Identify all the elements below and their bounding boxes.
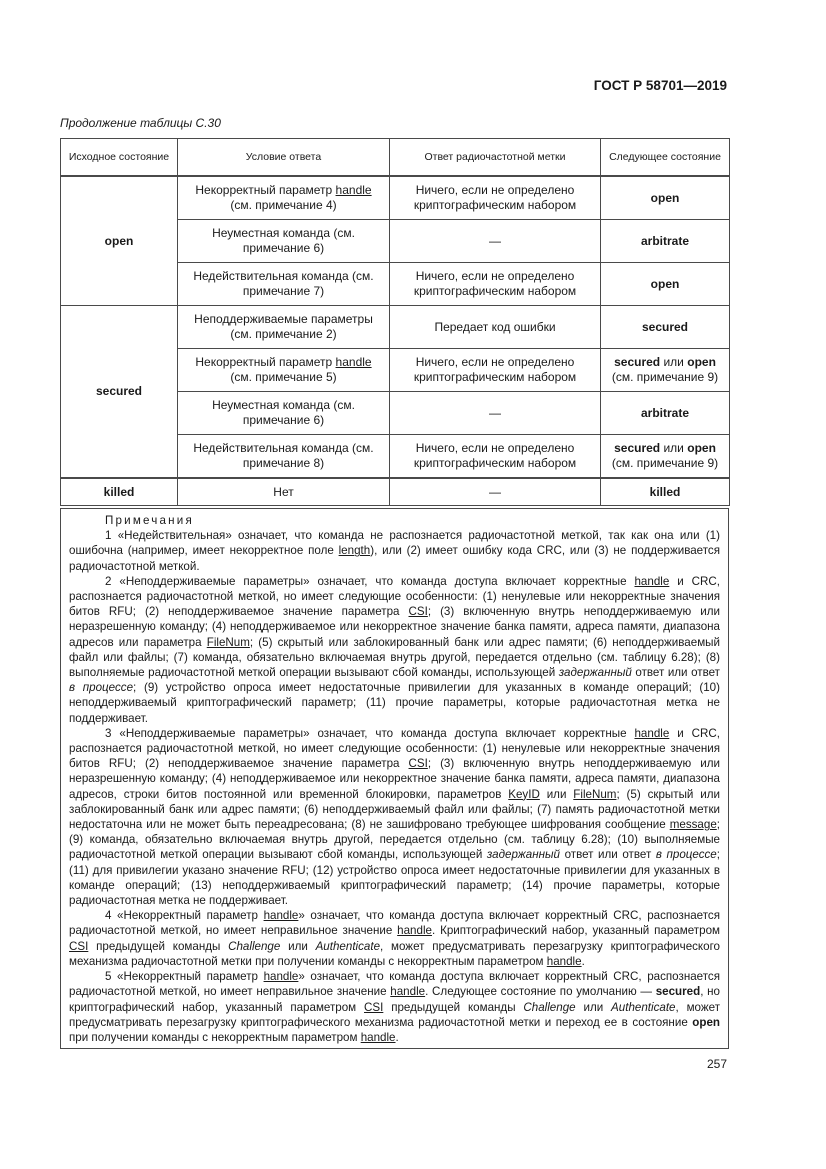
col-header-response-condition: Условие ответа — [178, 139, 390, 177]
state-killed-cell: killed — [61, 478, 178, 506]
table-row — [61, 306, 730, 349]
next-state-cell: secured или open (см. примечание 9) — [601, 349, 730, 392]
next-state-cell: open — [601, 263, 730, 306]
notes-title: Примечания — [105, 514, 194, 527]
col-header-initial-state: Исходное состояние — [61, 139, 178, 177]
next-state-cell: killed — [601, 478, 730, 506]
table-caption: Продолжение таблицы С.30 — [60, 116, 221, 130]
table-row — [61, 176, 730, 220]
response-cell: — — [390, 220, 601, 263]
response-cell: Ничего, если не определено криптографическим набором — [390, 435, 601, 479]
response-cell: — — [390, 478, 601, 506]
note-5: 5 «Некорректный параметр handle» означает, что команда доступа включает корректный CRC, распознается радиочастотной меткой, но имеет неправильное значение handle. Следующее состояние по умолчанию — secured, но криптографический набор, указанный параметром CSI предыдущей команды Challenge или Authenticate, может предусматривать перезагрузку криптографического механизма радиочастотной метки и переход ее в состояние open при получении команды с некорректным параметром handle. — [69, 970, 720, 1044]
next-state-cell: open — [601, 176, 730, 220]
table-header-row — [61, 139, 730, 177]
condition-cell: Некорректный параметр handle (см. примечание 4) — [178, 176, 390, 220]
next-state-cell: arbitrate — [601, 392, 730, 435]
page-number: 257 — [706, 1057, 727, 1071]
response-cell: Ничего, если не определено криптографическим набором — [390, 176, 601, 220]
next-state-cell: secured или open (см. примечание 9) — [601, 435, 730, 479]
state-transition-table — [60, 138, 730, 506]
note-3: 3 «Неподдерживаемые параметры» означает, что команда доступа включает корректные handle и CRC, распознается радиочастотной меткой, но имеет следующие особенности: (1) ненулевые или некорректные значения битов RFU; (2) неподдерживаемое значение параметра CSI; (3) включенную внутрь неподдерживаемую или неразрешенную команду; (4) неподдерживаемое или некорректное значение банка памяти, адреса памяти, диапазона адресов, строки битов постоянной или временной блокировки, параметров KeyID или FileNum; (5) скрытый или заблокированный банк или адрес памяти; (6) неподдерживаемый файл или файлы; (7) память радиочастотной метки недостаточна или не может быть переадресована; (8) не зашифровано требующее шифрования сообщение message; (9) команда, обязательно включаемая внутрь другой, передается отдельно (см. таблицу 6.28); (10) выполняемые радиочастотной меткой операции вызывают сбой команды, использующей задержанный ответ или ответ в процессе; (11) для привилегии указано значение RFU; (12) устройство опроса имеет недостаточные привилегии для указанных в команде операций; (13) неподдерживаемый криптографический параметр; (14) прочие параметры, которые радиочастотная метка не поддерживает. — [69, 726, 720, 908]
table-row — [61, 478, 730, 506]
state-secured-cell: secured — [61, 306, 178, 479]
note-4: 4 «Некорректный параметр handle» означает, что команда доступа включает корректный CRC, распознается радиочастотной меткой, но имеет неправильное значение handle. Криптографический набор, указанный параметром CSI предыдущей команды Challenge или Authenticate, может предусматривать перезагрузку криптографического механизма радиочастотной метки при получении команды с некорректным параметром handle. — [69, 909, 721, 968]
condition-cell: Неуместная команда (см. примечание 6) — [178, 220, 390, 263]
next-state-cell: secured — [601, 306, 730, 349]
standard-designation: ГОСТ Р 58701—2019 — [593, 78, 727, 93]
notes-block — [60, 508, 729, 1049]
condition-cell: Неуместная команда (см. примечание 6) — [178, 392, 390, 435]
note-1: 1 «Недействительная» означает, что команда не распознается радиочастотной меткой, так как она или (1) ошибочна (например, имеет некорректное поле length), или (2) имеет ошибку кода CRC, или (3) не поддерживается радиочастотной меткой. — [69, 529, 720, 573]
next-state-cell: arbitrate — [601, 220, 730, 263]
response-cell: — — [390, 392, 601, 435]
state-open-cell: open — [61, 176, 178, 306]
condition-cell: Неподдерживаемые параметры (см. примечание 2) — [178, 306, 390, 349]
condition-cell: Некорректный параметр handle (см. примечание 5) — [178, 349, 390, 392]
response-cell: Ничего, если не определено криптографическим набором — [390, 349, 601, 392]
response-cell: Передает код ошибки — [390, 306, 601, 349]
condition-cell: Недействительная команда (см. примечание 8) — [178, 435, 390, 479]
note-2: 2 «Неподдерживаемые параметры» означает, что команда доступа включает корректные handle и CRC, распознается радиочастотной меткой, но имеет следующие особенности: (1) ненулевые или некорректные значения битов RFU; (2) неподдерживаемое значение параметра CSI; (3) включенную внутрь неподдерживаемую или неразрешенную команду; (4) неподдерживаемое или некорректное значение банка памяти, адреса памяти, диапазона адресов или параметра FileNum; (5) скрытый или заблокированный банк или адрес памяти; (6) неподдерживаемый файл или файлы; (7) команда, обязательно включаемая внутрь другой, передается отдельно (см. таблицу 6.28); (8) выполняемые радиочастотной меткой операции вызывают сбой команды, использующей задержанный ответ или ответ в процессе; (9) устройство опроса имеет недостаточные привилегии для указанных в команде операций; (10) неподдерживаемый криптографический параметр; (11) прочие параметры, которые радиочастотная метка не поддерживает. — [69, 574, 720, 725]
condition-cell: Недействительная команда (см. примечание 7) — [178, 263, 390, 306]
col-header-tag-response: Ответ радиочастотной метки — [390, 139, 601, 177]
col-header-next-state: Следующее состояние — [601, 139, 730, 177]
condition-cell: Нет — [178, 478, 390, 506]
response-cell: Ничего, если не определено криптографическим набором — [390, 263, 601, 306]
